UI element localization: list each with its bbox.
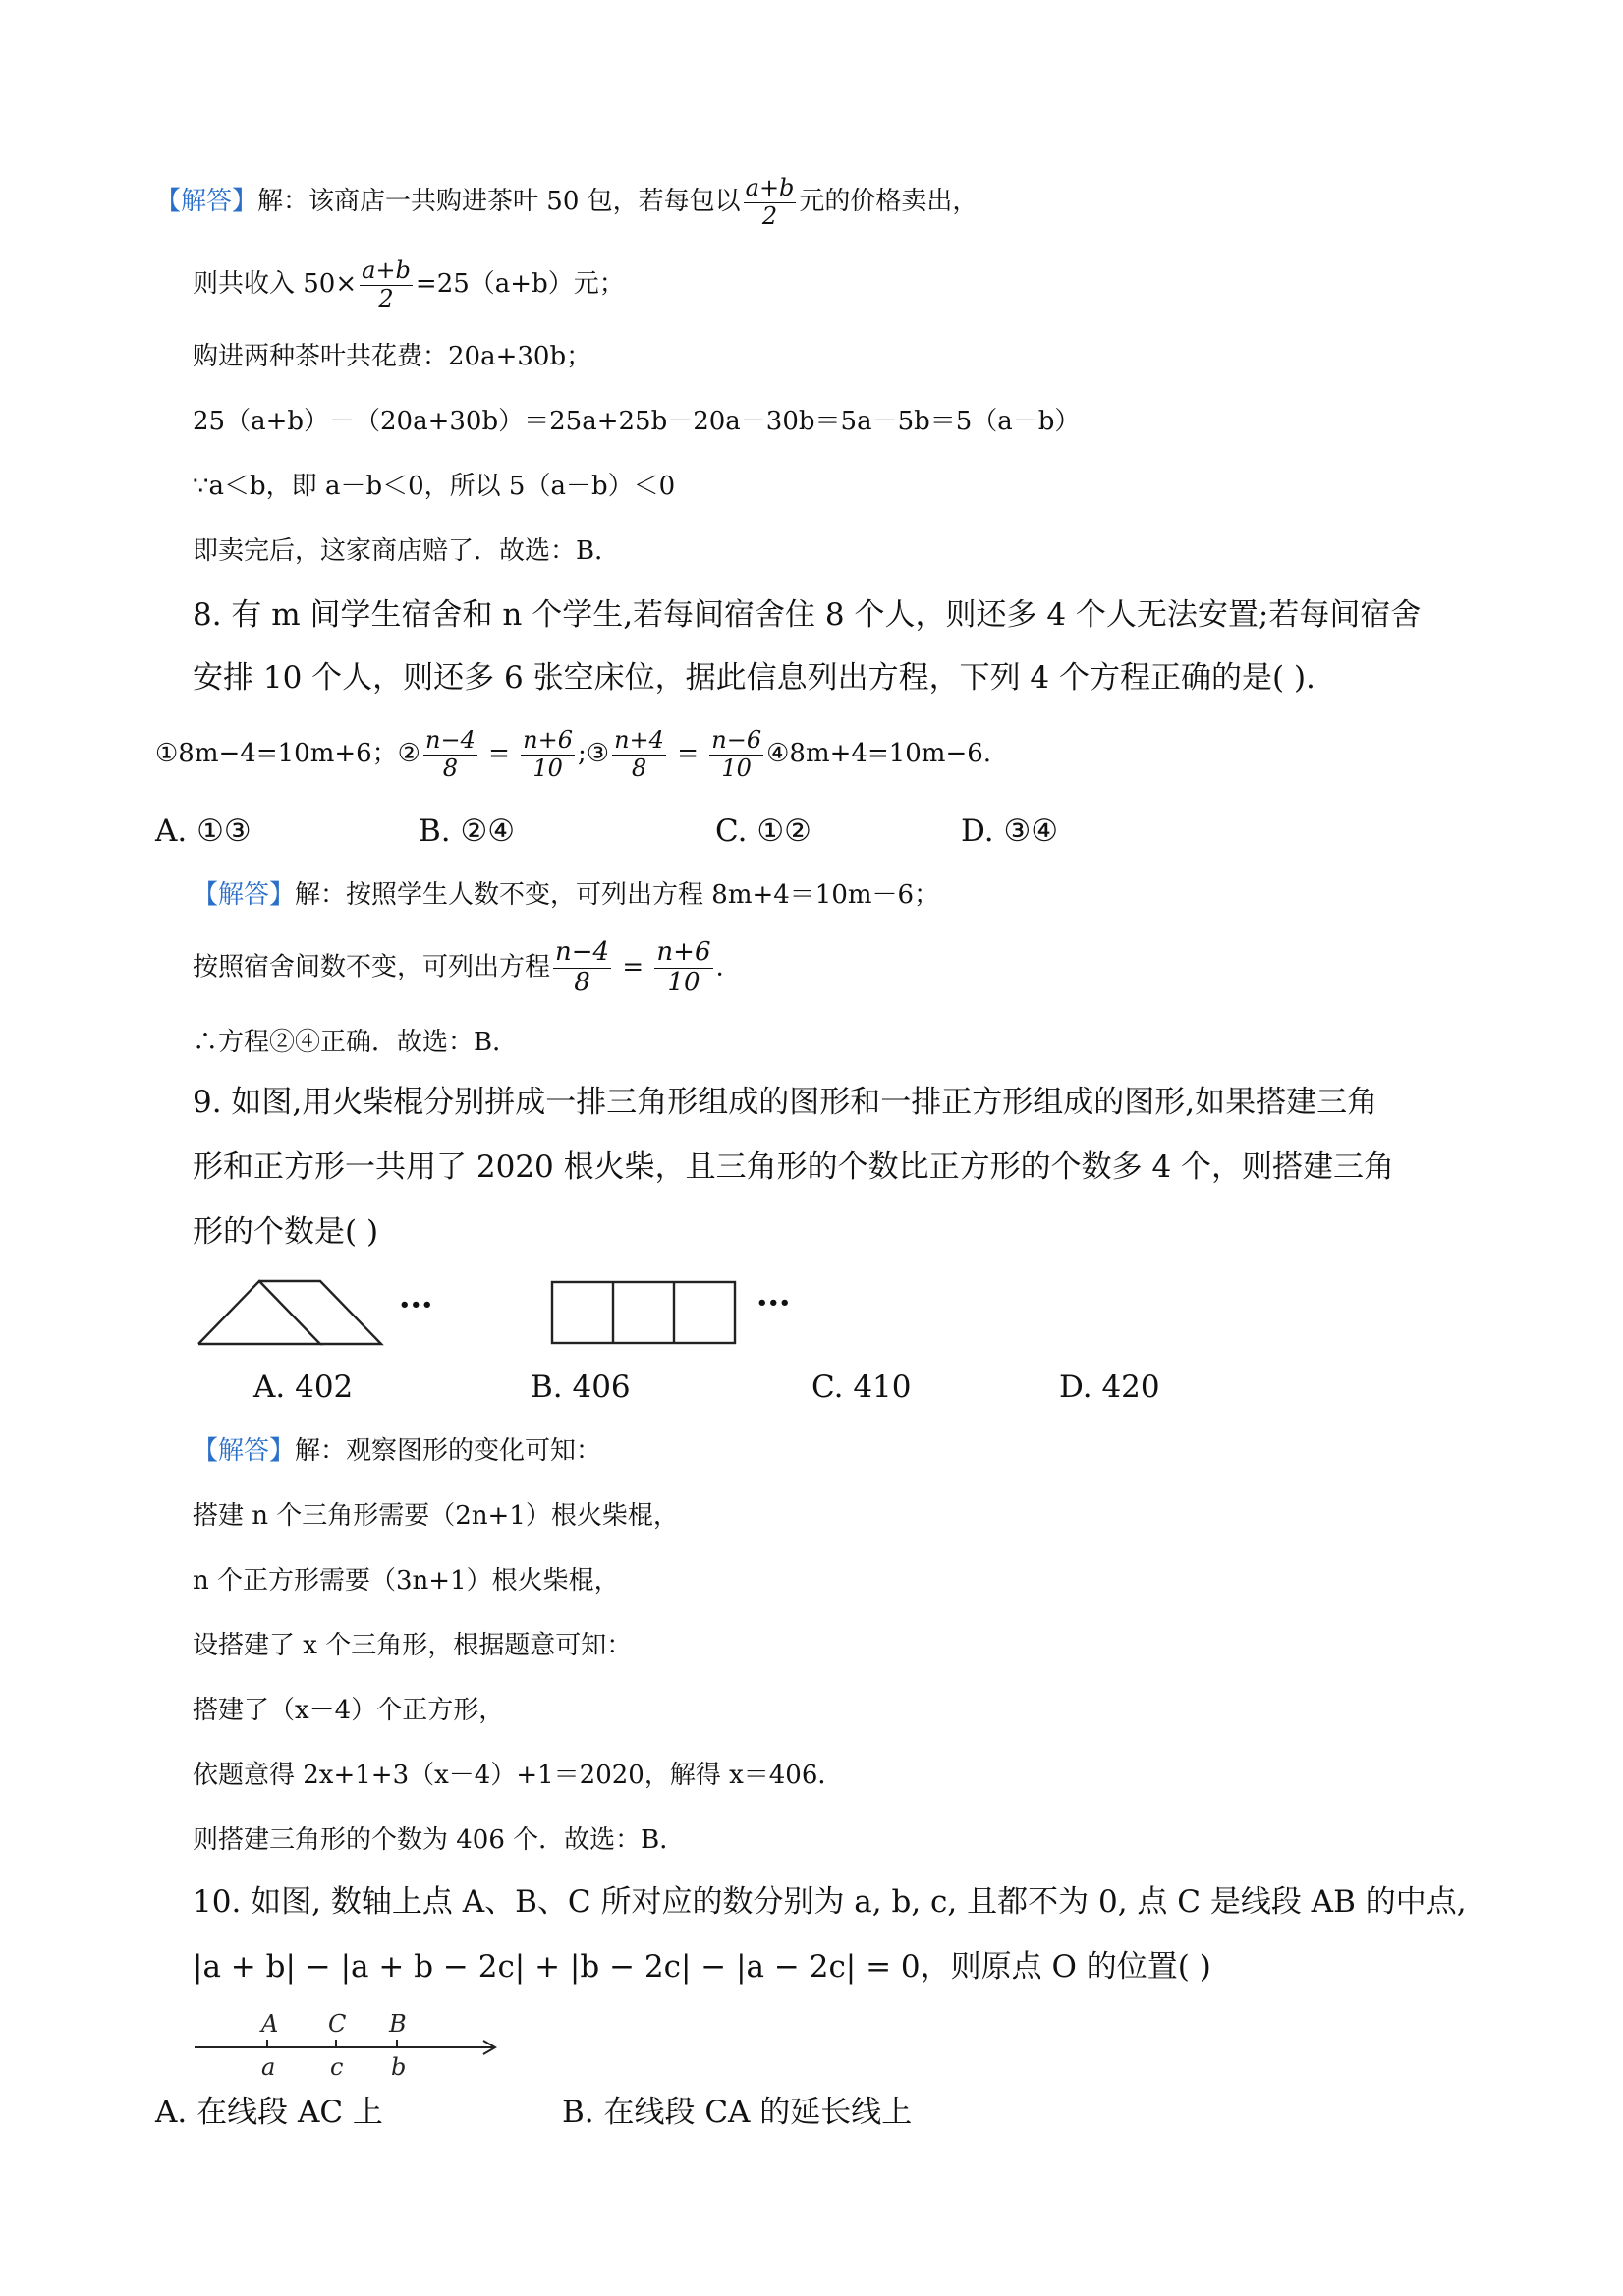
q9-stem-line-3: 形的个数是( ) [193, 1214, 379, 1250]
q10-option-a: A. 在线段 AC 上 [155, 2095, 383, 2130]
q8-option-b: B. ②④ [419, 813, 516, 849]
answer-tag: 【解答】 [155, 187, 258, 217]
answer-tag: 【解答】 [193, 1436, 296, 1466]
answer-tag: 【解答】 [193, 880, 296, 910]
value-label-c: c [330, 2053, 344, 2081]
q9-option-c: C. 410 [812, 1370, 912, 1405]
q10-stem-line-2: |a + b| − |a + b − 2c| + |b − 2c| − |a − 2c| = 0，则原点 O 的位置( ) [193, 1949, 1211, 1985]
q7-solution-line-6: 即卖完后，这家商店赔了．故选：B． [193, 536, 621, 566]
q9-solution-line-3: n 个正方形需要（3n+1）根火柴棍， [193, 1566, 620, 1596]
q10-stem-line-1: 10. 如图, 数轴上点 A、B、C 所对应的数分别为 a, b, c, 且都不为 0, 点 C 是线段 AB 的中点, [193, 1884, 1467, 1920]
q9-option-a: A. 402 [253, 1370, 354, 1405]
q7-solution-line-5: ∵a＜b，即 a－b＜0，所以 5（a－b）＜0 [193, 472, 676, 501]
q9-option-b: B. 406 [531, 1370, 631, 1405]
value-label-a: a [261, 2053, 276, 2081]
number-line-figure [193, 2000, 507, 2089]
q8-solution-line-2: 按照宿舍间数不变，可列出方程 $\frac{n-4}{8}$ = $\frac{n+6}{10}$ . [193, 937, 724, 997]
fraction: $\frac{n-6}{10}$ [711, 726, 762, 782]
q8-option-d: D. ③④ [961, 813, 1059, 849]
fraction: $\frac{n+6}{10}$ [523, 726, 574, 782]
q8-option-a: A. ①③ [155, 813, 252, 849]
point-label-b: B [389, 2010, 407, 2038]
q9-solution-line-6: 依题意得 2x+1+3（x－4）+1＝2020，解得 x＝406． [193, 1761, 844, 1790]
value-label-b: b [391, 2053, 407, 2081]
q8-option-c: C. ①② [715, 813, 812, 849]
fraction: $\frac{a+b}{2}$ [362, 256, 411, 312]
fraction: $\frac{n-4}{8}$ [425, 726, 476, 782]
triangles-ellipsis: ••• [399, 1295, 433, 1316]
fraction: $\frac{a+b}{2}$ [745, 174, 795, 230]
q10-option-b: B. 在线段 CA 的延长线上 [562, 2095, 913, 2130]
q7-solution-line-2: 则共收入 50× $\frac{a+b}{2}$ =25（a+b）元； [193, 256, 625, 312]
q9-solution-line-7: 则搭建三角形的个数为 406 个．故选：B． [193, 1825, 686, 1855]
matchstick-squares-figure [550, 1280, 741, 1349]
fraction: $\frac{n+4}{8}$ [614, 726, 664, 782]
q8-solution-line-3: ∴方程②④正确．故选：B． [193, 1028, 519, 1057]
q8-equations: ①8m−4=10m+6；② $\frac{n-4}{8}$ = $\frac{n+6}{10}$ ;③ $\frac{n+4}{8}$ = $\frac{n-6}{10}$ ④8m+4=10m−6. [155, 726, 992, 782]
squares-ellipsis: ••• [756, 1293, 791, 1314]
q9-solution-line-1: 【解答】解：观察图形的变化可知： [193, 1436, 602, 1466]
fraction: $\frac{n-4}{8}$ [555, 937, 610, 997]
point-label-a: A [261, 2010, 279, 2038]
q8-stem-line-1: 8. 有 m 间学生宿舍和 n 个学生,若每间宿舍住 8 个人，则还多 4 个人无法安置;若每间宿舍 [193, 597, 1422, 633]
q9-solution-line-4: 设搭建了 x 个三角形，根据题意可知： [193, 1631, 633, 1660]
q9-solution-line-5: 搭建了（x－4）个正方形， [193, 1696, 505, 1725]
q9-stem-line-1: 9. 如图,用火柴棍分别拼成一排三角形组成的图形和一排正方形组成的图形,如果搭建三角 [193, 1085, 1378, 1120]
q9-solution-line-2: 搭建 n 个三角形需要（2n+1）根火柴棍， [193, 1501, 679, 1531]
q9-stem-line-2: 形和正方形一共用了 2020 根火柴，且三角形的个数比正方形的个数多 4 个，则搭建三角 [193, 1149, 1395, 1185]
point-label-c: C [328, 2010, 347, 2038]
fraction: $\frac{n+6}{10}$ [656, 937, 711, 997]
q8-stem-line-2: 安排 10 个人，则还多 6 张空床位，据此信息列出方程，下列 4 个方程正确的是( ). [193, 660, 1315, 696]
q9-option-d: D. 420 [1059, 1370, 1160, 1405]
q7-solution-line-3: 购进两种茶叶共花费：20a+30b； [193, 342, 592, 371]
q7-solution-line-1: 【解答】解：该商店一共购进茶叶 50 包，若每包以 $\frac{a+b}{2}$ 元的价格卖出， [155, 174, 979, 230]
q8-solution-line-1: 【解答】解：按照学生人数不变，可列出方程 8m+4＝10m－6； [193, 880, 940, 910]
q7-solution-line-4: 25（a+b）－（20a+30b）＝25a+25b－20a－30b＝5a－5b＝5（a－b） [193, 407, 1081, 436]
